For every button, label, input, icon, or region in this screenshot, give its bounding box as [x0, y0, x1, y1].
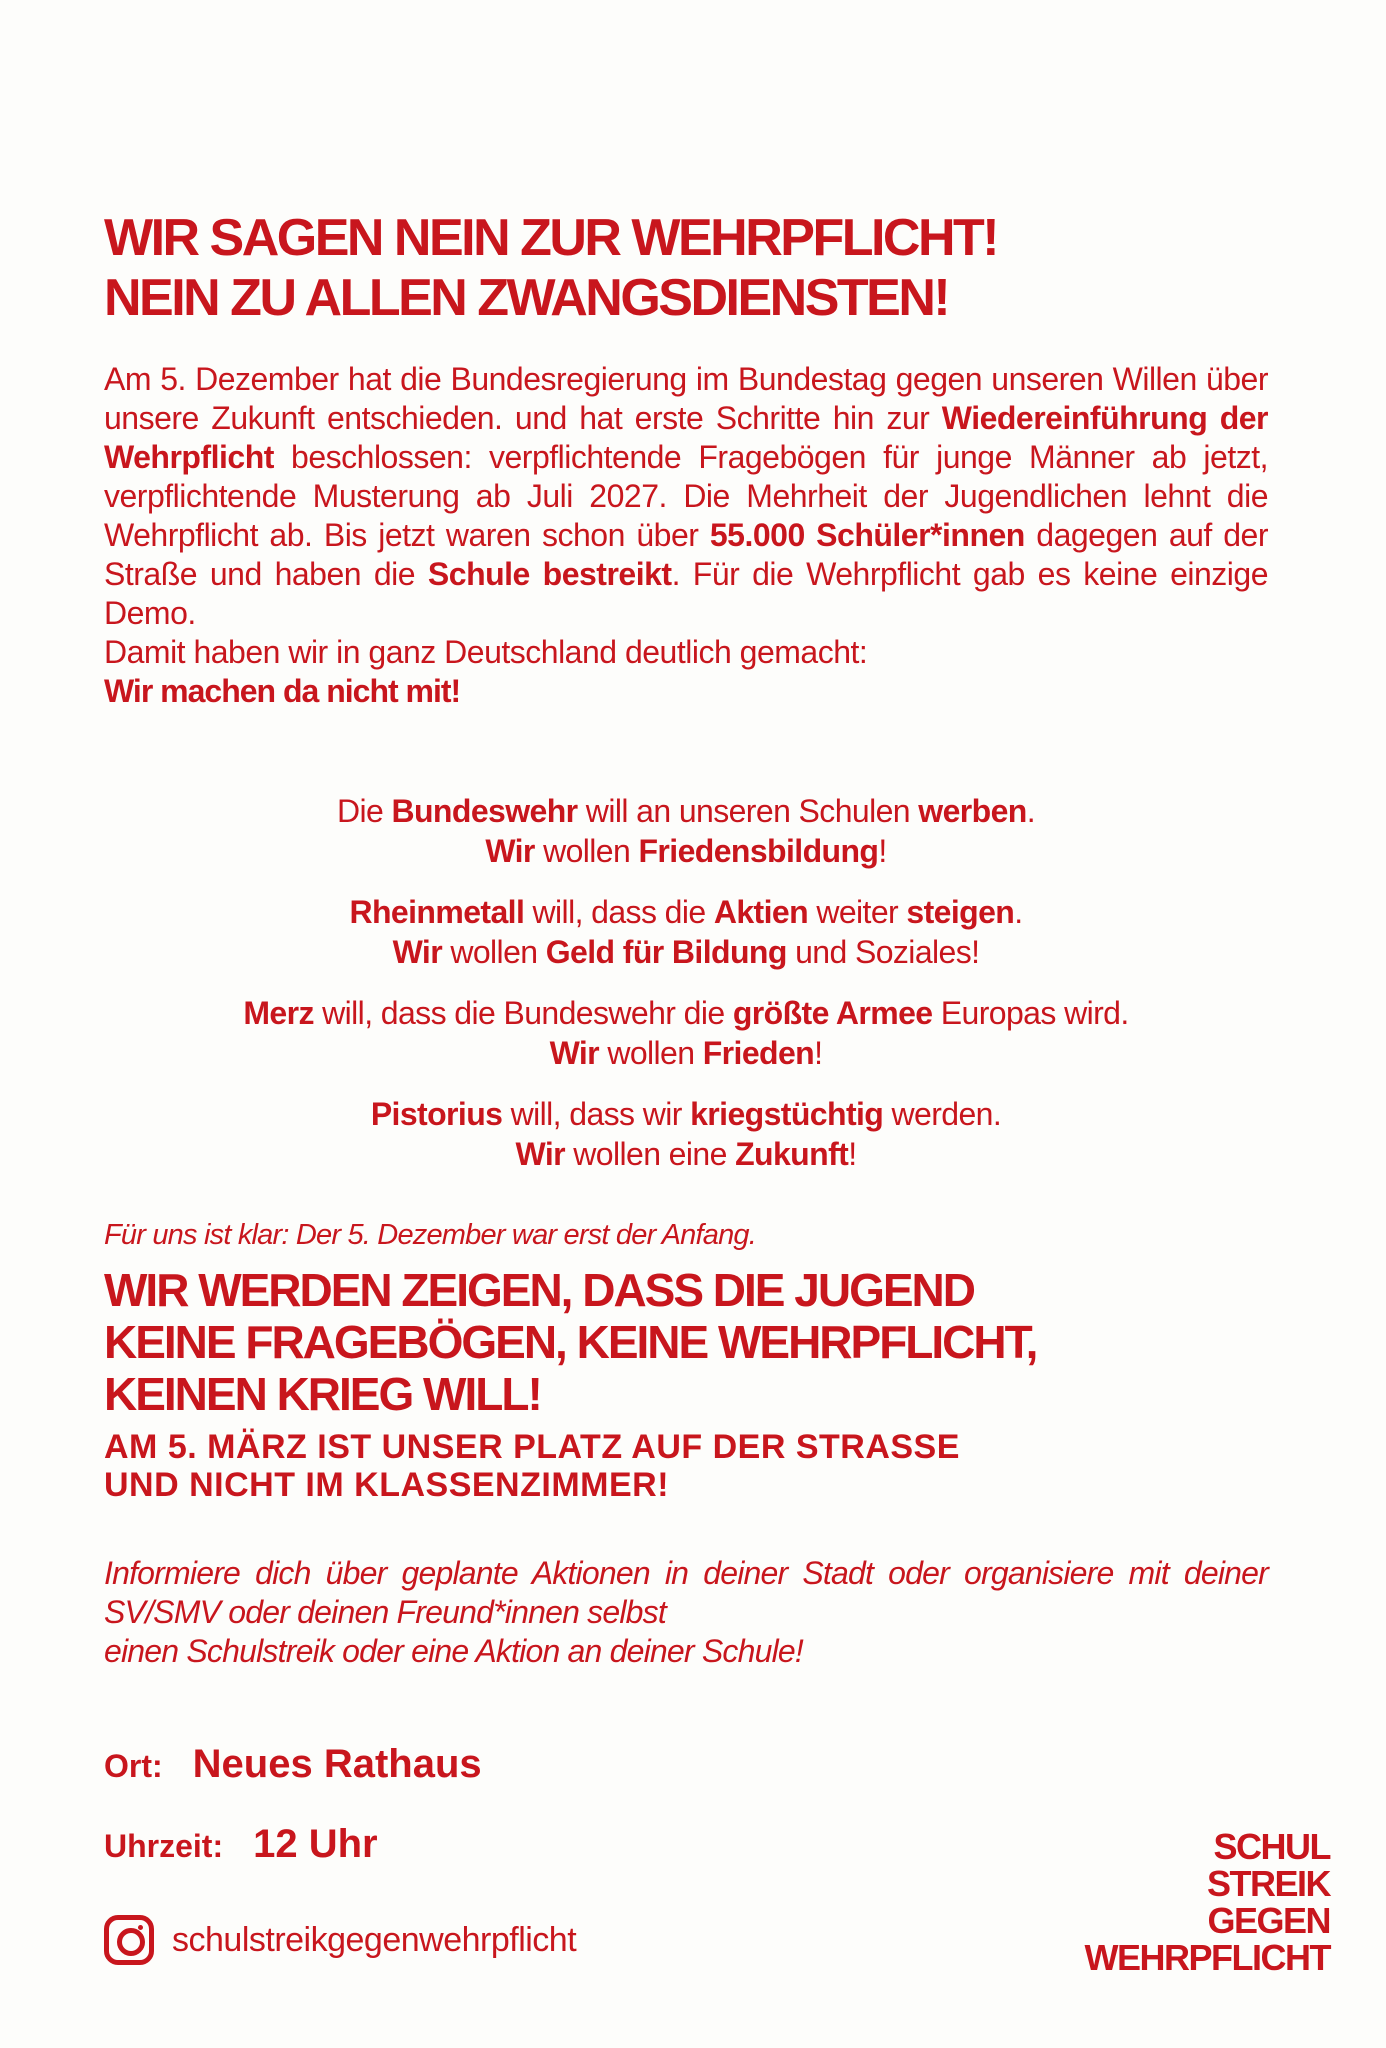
- contrast-line-a: Pistorius will, dass wir kriegstüchtig werden.: [370, 1096, 1002, 1132]
- shout-line-1: WIR WERDEN ZEIGEN, DASS DIE JUGEND: [104, 1264, 974, 1316]
- contrast-line-a: Merz will, dass die Bundeswehr die größte Armee Europas wird.: [243, 995, 1129, 1031]
- shout-line-2: KEINE FRAGEBÖGEN, KEINE WEHRPFLICHT,: [104, 1316, 1037, 1368]
- intro-segment: . Für die Wehrpflicht gab es keine einzige Demo.: [104, 556, 1269, 631]
- contrast-line-b: Wir wollen Friedensbildung!: [485, 833, 887, 869]
- intro-highlight: 55.000 Schüler*innen: [709, 517, 1025, 553]
- strike-date-line-2: UND NICHT IM KLASSENZIMMER!: [104, 1466, 670, 1504]
- contrast-block-3: [104, 993, 1268, 1073]
- time-detail: [104, 1822, 378, 1867]
- contrast-line-b: Wir wollen Frieden!: [549, 1035, 823, 1071]
- contrast-block-4: [104, 1094, 1268, 1174]
- place-label: Ort:: [104, 1748, 163, 1784]
- headline-line-1: WIR SAGEN NEIN ZUR WEHRPFLICHT!: [104, 209, 998, 267]
- logo-line-3: GEGEN: [1207, 1900, 1330, 1941]
- instagram-link[interactable]: [104, 1910, 576, 1970]
- logo-line-4: WEHRPFLICHT: [1084, 1937, 1330, 1978]
- time-label: Uhrzeit:: [104, 1828, 224, 1864]
- intro-segment: beschlossen: verpflichtende Fragebögen für junge Männer ab jetzt, verpflichtende Musterung ab Juli 2027. Die Mehrheit der Jugendlichen lehnt die Wehrpflicht ab. Bis jetzt waren schon über: [104, 439, 1268, 553]
- intro-segment: dagegen auf der Straße und haben die: [104, 517, 1269, 592]
- intro-highlight: Schule bestreikt: [427, 556, 672, 592]
- strike-date-line-1: AM 5. MÄRZ IST UNSER PLATZ AUF DER STRASSE: [104, 1428, 960, 1466]
- shout-headline: [104, 1264, 1304, 1420]
- claim-text: Für uns ist klar: Der 5. Dezember war erst der Anfang.: [104, 1219, 756, 1251]
- logo-line-2: STREIK: [1206, 1863, 1330, 1904]
- intro-statement: Damit haben wir in ganz Deutschland deutlich gemacht:: [104, 634, 868, 670]
- contrast-block-1: [104, 791, 1268, 871]
- info-text: [104, 1554, 1268, 1671]
- contrast-line-a: Die Bundeswehr will an unseren Schulen werben.: [336, 793, 1036, 829]
- intro-slogan: Wir machen da nicht mit!: [104, 673, 461, 709]
- place-detail: [104, 1742, 482, 1787]
- place-value: Neues Rathaus: [192, 1742, 482, 1786]
- contrast-line-a: Rheinmetall will, dass die Aktien weiter steigen.: [349, 894, 1023, 930]
- intro-segment: Am 5. Dezember hat die Bundesregierung im Bundestag gegen unseren Willen über unsere Zukunft entschieden. und hat erste Schritte hin zur: [104, 361, 1268, 436]
- info-line-b: einen Schulstreik oder eine Aktion an deiner Schule!: [104, 1633, 804, 1669]
- info-line-a: Informiere dich über geplante Aktionen in deiner Stadt oder organisiere mit deiner SV/SMV oder deinen Freund*innen selbst: [104, 1555, 1268, 1630]
- strike-date: [104, 1428, 1304, 1504]
- contrast-line-b: Wir wollen eine Zukunft!: [515, 1136, 857, 1172]
- intro-paragraph: [104, 360, 1268, 633]
- organization-logo: [1085, 1828, 1330, 1976]
- instagram-icon: [104, 1915, 154, 1965]
- headline: [104, 208, 1304, 328]
- headline-line-2: NEIN ZU ALLEN ZWANGSDIENSTEN!: [104, 269, 949, 327]
- intro-highlight: Wiedereinführung der Wehrpflicht: [104, 400, 1268, 475]
- contrast-block-2: [104, 892, 1268, 972]
- shout-line-3: KEINEN KRIEG WILL!: [104, 1368, 541, 1420]
- time-value: 12 Uhr: [253, 1822, 378, 1866]
- intro-text: [104, 360, 1268, 711]
- logo-line-1: SCHUL: [1213, 1826, 1330, 1867]
- contrast-line-b: Wir wollen Geld für Bildung und Soziales!: [392, 934, 980, 970]
- instagram-handle: schulstreikgegenwehrpflicht: [172, 1920, 577, 1959]
